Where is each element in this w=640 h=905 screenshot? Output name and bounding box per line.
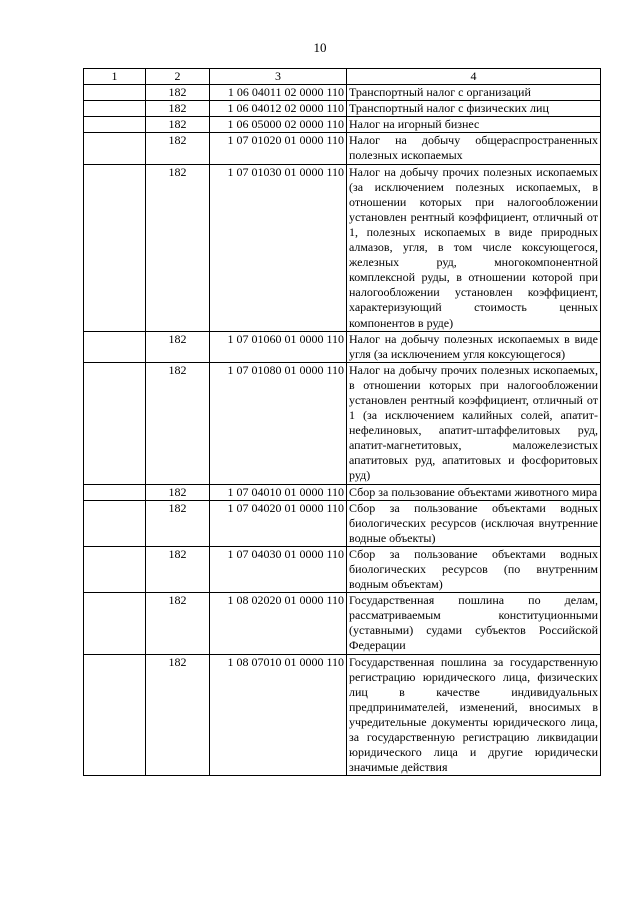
table-row: [84, 546, 601, 592]
cell-administrator-code: 182: [146, 101, 210, 117]
table-header-row: [84, 69, 601, 85]
table-row: [84, 500, 601, 546]
column-header-1: 1: [84, 69, 146, 85]
table-row: [84, 654, 601, 776]
cell-administrator-code: 182: [146, 117, 210, 133]
cell-revenue-code: 1 07 01020 01 0000 110: [210, 133, 347, 164]
revenue-codes-table: [83, 68, 601, 776]
cell-revenue-code: 1 06 04012 02 0000 110: [210, 101, 347, 117]
cell-administrator-code: 182: [146, 484, 210, 500]
cell-revenue-name: Сбор за пользование объектами животного мира: [347, 484, 601, 500]
table-row: [84, 362, 601, 484]
cell-revenue-code: 1 07 04020 01 0000 110: [210, 500, 347, 546]
table-row: [84, 593, 601, 654]
page-number: 10: [313, 40, 327, 55]
cell-revenue-code: 1 08 07010 01 0000 110: [210, 654, 347, 776]
cell-col1: [84, 133, 146, 164]
cell-col1: [84, 331, 146, 362]
table-row: [84, 101, 601, 117]
cell-revenue-name: Транспортный налог с организаций: [347, 85, 601, 101]
cell-col1: [84, 117, 146, 133]
table-row: [84, 164, 601, 331]
cell-administrator-code: 182: [146, 593, 210, 654]
cell-revenue-name: Транспортный налог с физических лиц: [347, 101, 601, 117]
cell-col1: [84, 500, 146, 546]
cell-col1: [84, 654, 146, 776]
cell-revenue-name: Налог на игорный бизнес: [347, 117, 601, 133]
cell-revenue-name: Сбор за пользование объектами водных биологических ресурсов (исключая внутренние водные объекты): [347, 500, 601, 546]
cell-revenue-code: 1 07 01060 01 0000 110: [210, 331, 347, 362]
cell-col1: [84, 484, 146, 500]
cell-col1: [84, 362, 146, 484]
column-header-3: 3: [210, 69, 347, 85]
cell-revenue-name: Государственная пошлина за государственную регистрацию юридического лица, физических лиц в качестве индивидуальных предпринимателей, изменений, вносимых в учредительные документы юридического лица, за государственную регистрацию ликвидации юридического лица и другие юридически значимые действия: [347, 654, 601, 776]
cell-revenue-code: 1 07 04030 01 0000 110: [210, 546, 347, 592]
cell-revenue-name: Государственная пошлина по делам, рассматриваемым конституционными (уставными) судами субъектов Российской Федерации: [347, 593, 601, 654]
cell-administrator-code: 182: [146, 654, 210, 776]
cell-revenue-code: 1 07 01080 01 0000 110: [210, 362, 347, 484]
cell-revenue-name: Налог на добычу полезных ископаемых в виде угля (за исключением угля коксующегося): [347, 331, 601, 362]
table-row: [84, 484, 601, 500]
cell-revenue-name: Налог на добычу прочих полезных ископаемых, в отношении которых при налогообложении установлен рентный коэффициент, отличный от 1 (за исключением калийных солей, апатит-нефелиновых, апатит-штаффелитовых руд, апатит-магнетитовых, маложелезистых апатитовых руд, апатитовых и фосфоритовых руд): [347, 362, 601, 484]
cell-administrator-code: 182: [146, 546, 210, 592]
cell-administrator-code: 182: [146, 331, 210, 362]
cell-administrator-code: 182: [146, 164, 210, 331]
table-row: [84, 85, 601, 101]
cell-administrator-code: 182: [146, 500, 210, 546]
cell-revenue-code: 1 08 02020 01 0000 110: [210, 593, 347, 654]
table-row: [84, 133, 601, 164]
cell-col1: [84, 546, 146, 592]
column-header-4: 4: [347, 69, 601, 85]
cell-col1: [84, 164, 146, 331]
cell-revenue-name: Налог на добычу прочих полезных ископаемых (за исключением полезных ископаемых, в отношении которых при налогообложении установлен рентный коэффициент, отличный от 1, полезных ископаемых в виде природных алмазов, угля, в том числе коксующегося, железных руд, многокомпонентной комплексной руды, в отношении которой при налогообложении установлен коэффициент, характеризующий стоимость ценных компонентов в руде): [347, 164, 601, 331]
table-body: [84, 85, 601, 776]
cell-revenue-code: 1 06 05000 02 0000 110: [210, 117, 347, 133]
cell-administrator-code: 182: [146, 85, 210, 101]
cell-revenue-code: 1 06 04011 02 0000 110: [210, 85, 347, 101]
table-row: [84, 117, 601, 133]
cell-administrator-code: 182: [146, 362, 210, 484]
cell-col1: [84, 593, 146, 654]
column-header-2: 2: [146, 69, 210, 85]
cell-revenue-name: Налог на добычу общераспространенных полезных ископаемых: [347, 133, 601, 164]
cell-administrator-code: 182: [146, 133, 210, 164]
cell-revenue-code: 1 07 01030 01 0000 110: [210, 164, 347, 331]
cell-col1: [84, 85, 146, 101]
cell-revenue-name: Сбор за пользование объектами водных биологических ресурсов (по внутренним водным объектам): [347, 546, 601, 592]
cell-col1: [84, 101, 146, 117]
cell-revenue-code: 1 07 04010 01 0000 110: [210, 484, 347, 500]
table-row: [84, 331, 601, 362]
